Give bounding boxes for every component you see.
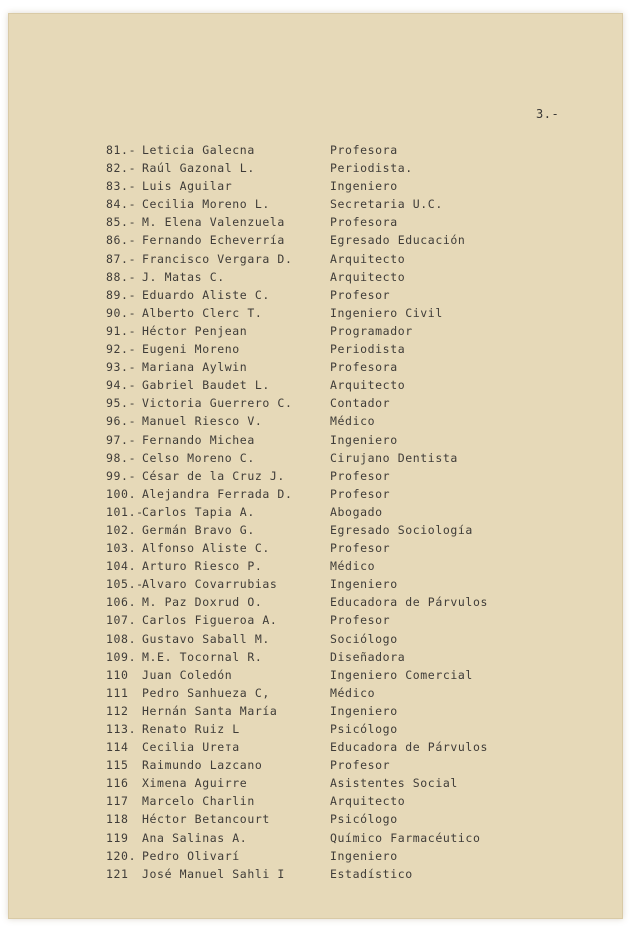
roster-row [106,143,526,161]
roster-row [106,342,526,360]
person-name: Carlos Figueroa A. [142,613,278,628]
occupation: Asistentes Social [330,776,458,791]
roster-row [106,414,526,432]
person-name: M. Paz Doxrud O. [142,595,263,610]
occupation: Sociólogo [330,631,398,646]
entry-number: 118 [106,812,129,827]
person-name: Manuel Riesco V. [142,414,263,429]
roster-row [106,433,526,451]
occupation: Ingeniero Civil [330,305,443,320]
person-name: Ana Salinas A. [142,830,248,845]
entry-number: 113. [106,722,137,736]
roster-row [106,378,526,396]
person-name: Pedro Olivarí [142,848,240,863]
roster-row [106,451,526,469]
entry-number: 101.- [106,504,144,519]
roster-row [106,686,526,704]
paper-sheet [8,13,623,919]
person-name: Renato Ruiz L [142,722,240,736]
person-name: Gustavo Saball M. [142,631,270,646]
occupation: Educadora de Párvulos [330,595,488,610]
roster-row [106,740,526,758]
occupation: Profesor [330,468,391,483]
occupation: Ingeniero [330,703,398,718]
occupation: Profesora [330,215,398,230]
entry-number: 106. [106,595,137,610]
person-name: Cecilia Urета [142,740,240,755]
roster-row [106,776,526,794]
occupation: Médico [330,685,376,700]
person-name: Fernando Echeverría [142,233,285,248]
person-name: Alejandra Ferrada D. [142,486,293,501]
roster-row [106,197,526,215]
entry-number: 108. [106,631,137,646]
roster-row [106,704,526,722]
person-name: Alvaro Covarrubias [142,577,278,592]
person-name: César de la Cruz J. [142,468,285,483]
entry-number: 98.- [106,450,137,465]
person-name: Raimundo Lazcano [142,758,263,773]
entry-number: 100. [106,486,137,501]
roster-row [106,252,526,270]
roster-row [106,812,526,830]
roster-row [106,523,526,541]
entry-number: 121 [106,866,129,881]
person-name: Victoria Guerrero C. [142,396,293,411]
roster-row [106,179,526,197]
roster-row [106,632,526,650]
entry-number: 112 [106,703,129,718]
person-name: Luis Aguilar [142,179,233,194]
entry-number: 83.- [106,179,137,194]
entry-number: 111 [106,685,129,700]
person-name: José Manuel Sahli I [142,866,285,881]
person-name: Raúl Gazonal L. [142,161,255,176]
occupation: Profesor [330,287,391,302]
roster-row [106,849,526,867]
person-name: Celso Moreno C. [142,450,255,465]
person-name: Eugeni Moreno [142,342,240,357]
entry-number: 88.- [106,269,137,284]
person-name: Cecilia Moreno L. [142,197,270,212]
roster-list [106,143,526,885]
person-name: Héctor Betancourt [142,812,270,827]
roster-row [106,360,526,378]
person-name: Alberto Clerc T. [142,305,263,320]
entry-number: 110 [106,667,129,682]
occupation: Arquitecto [330,794,406,809]
entry-number: 103. [106,541,137,556]
occupation: Abogado [330,504,383,519]
occupation: Arquitecto [330,269,406,284]
entry-number: 116 [106,776,129,791]
entry-number: 96.- [106,414,137,429]
person-name: Fernando Michea [142,432,255,447]
occupation: Programador [330,323,413,338]
entry-number: 109. [106,649,137,664]
roster-row [106,505,526,523]
entry-number: 102. [106,522,137,537]
person-name: Carlos Tapia A. [142,504,255,519]
occupation: Profesora [330,143,398,157]
person-name: Francisco Vergara D. [142,251,293,266]
roster-row [106,396,526,414]
occupation: Periodista [330,342,406,357]
roster-row [106,161,526,179]
entry-number: 91.- [106,323,137,338]
entry-number: 114 [106,740,129,755]
person-name: Juan Coledón [142,667,233,682]
person-name: M. Elena Valenzuela [142,215,285,230]
person-name: Marcelo Charlin [142,794,255,809]
roster-row [106,595,526,613]
occupation: Contador [330,396,391,411]
occupation: Ingeniero [330,577,398,592]
entry-number: 87.- [106,251,137,266]
occupation: Ingeniero [330,848,398,863]
person-name: Héctor Penjean [142,323,248,338]
roster-row [106,831,526,849]
occupation: Arquitecto [330,378,406,393]
roster-row [106,288,526,306]
entry-number: 84.- [106,197,137,212]
occupation: Psicólogo [330,812,398,827]
roster-row [106,794,526,812]
entry-number: 82.- [106,161,137,176]
person-name: Gabriel Baudet L. [142,378,270,393]
entry-number: 95.- [106,396,137,411]
entry-number: 94.- [106,378,137,393]
occupation: Profesor [330,613,391,628]
entry-number: 115 [106,758,129,773]
occupation: Secretaria U.C. [330,197,443,212]
occupation: Egresado Educación [330,233,466,248]
roster-row [106,469,526,487]
roster-row [106,233,526,251]
entry-number: 105.- [106,577,144,592]
entry-number: 119 [106,830,129,845]
person-name: Pedro Sanhueza C, [142,685,270,700]
roster-row [106,487,526,505]
entry-number: 85.- [106,215,137,230]
roster-row [106,722,526,740]
entry-number: 90.- [106,305,137,320]
occupation: Ingeniero [330,432,398,447]
entry-number: 107. [106,613,137,628]
occupation: Profesor [330,758,391,773]
entry-number: 99.- [106,468,137,483]
roster-row [106,650,526,668]
occupation: Médico [330,414,376,429]
roster-row [106,559,526,577]
occupation: Ingeniero [330,179,398,194]
occupation: Periodista. [330,161,413,176]
occupation: Profesora [330,360,398,375]
person-name: M.E. Tocornal R. [142,649,263,664]
entry-number: 104. [106,559,137,574]
person-name: Ximena Aguirre [142,776,248,791]
occupation: Profesor [330,486,391,501]
occupation: Cirujano Dentista [330,450,458,465]
person-name: Eduardo Aliste C. [142,287,270,302]
roster-row [106,613,526,631]
entry-number: 89.- [106,287,137,302]
occupation: Médico [330,559,376,574]
entry-number: 86.- [106,233,137,248]
entry-number: 120. [106,848,137,863]
page-number: 3.- [536,107,560,121]
occupation: Egresado Sociología [330,522,473,537]
occupation: Arquitecto [330,251,406,266]
person-name: Alfonso Aliste C. [142,541,270,556]
entry-number: 92.- [106,342,137,357]
entry-number: 81.- [106,143,137,157]
roster-row [106,270,526,288]
roster-row [106,758,526,776]
occupation: Químico Farmacéutico [330,830,481,845]
entry-number: 93.- [106,360,137,375]
occupation: Estadístico [330,866,413,881]
occupation: Ingeniero Comercial [330,667,473,682]
roster-row [106,324,526,342]
occupation: Profesor [330,541,391,556]
entry-number: 97.- [106,432,137,447]
roster-row [106,867,526,885]
roster-row [106,668,526,686]
roster-row [106,215,526,233]
roster-row [106,541,526,559]
person-name: J. Matas C. [142,269,225,284]
occupation: Educadora de Párvulos [330,740,488,755]
person-name: Germán Bravo G. [142,522,255,537]
person-name: Leticia Galecna [142,143,255,157]
roster-row [106,306,526,324]
roster-row [106,577,526,595]
occupation: Psicólogo [330,722,398,736]
person-name: Arturo Riesco P. [142,559,263,574]
person-name: Hernán Santa María [142,703,278,718]
occupation: Diseñadora [330,649,406,664]
person-name: Mariana Aylwin [142,360,248,375]
entry-number: 117 [106,794,129,809]
